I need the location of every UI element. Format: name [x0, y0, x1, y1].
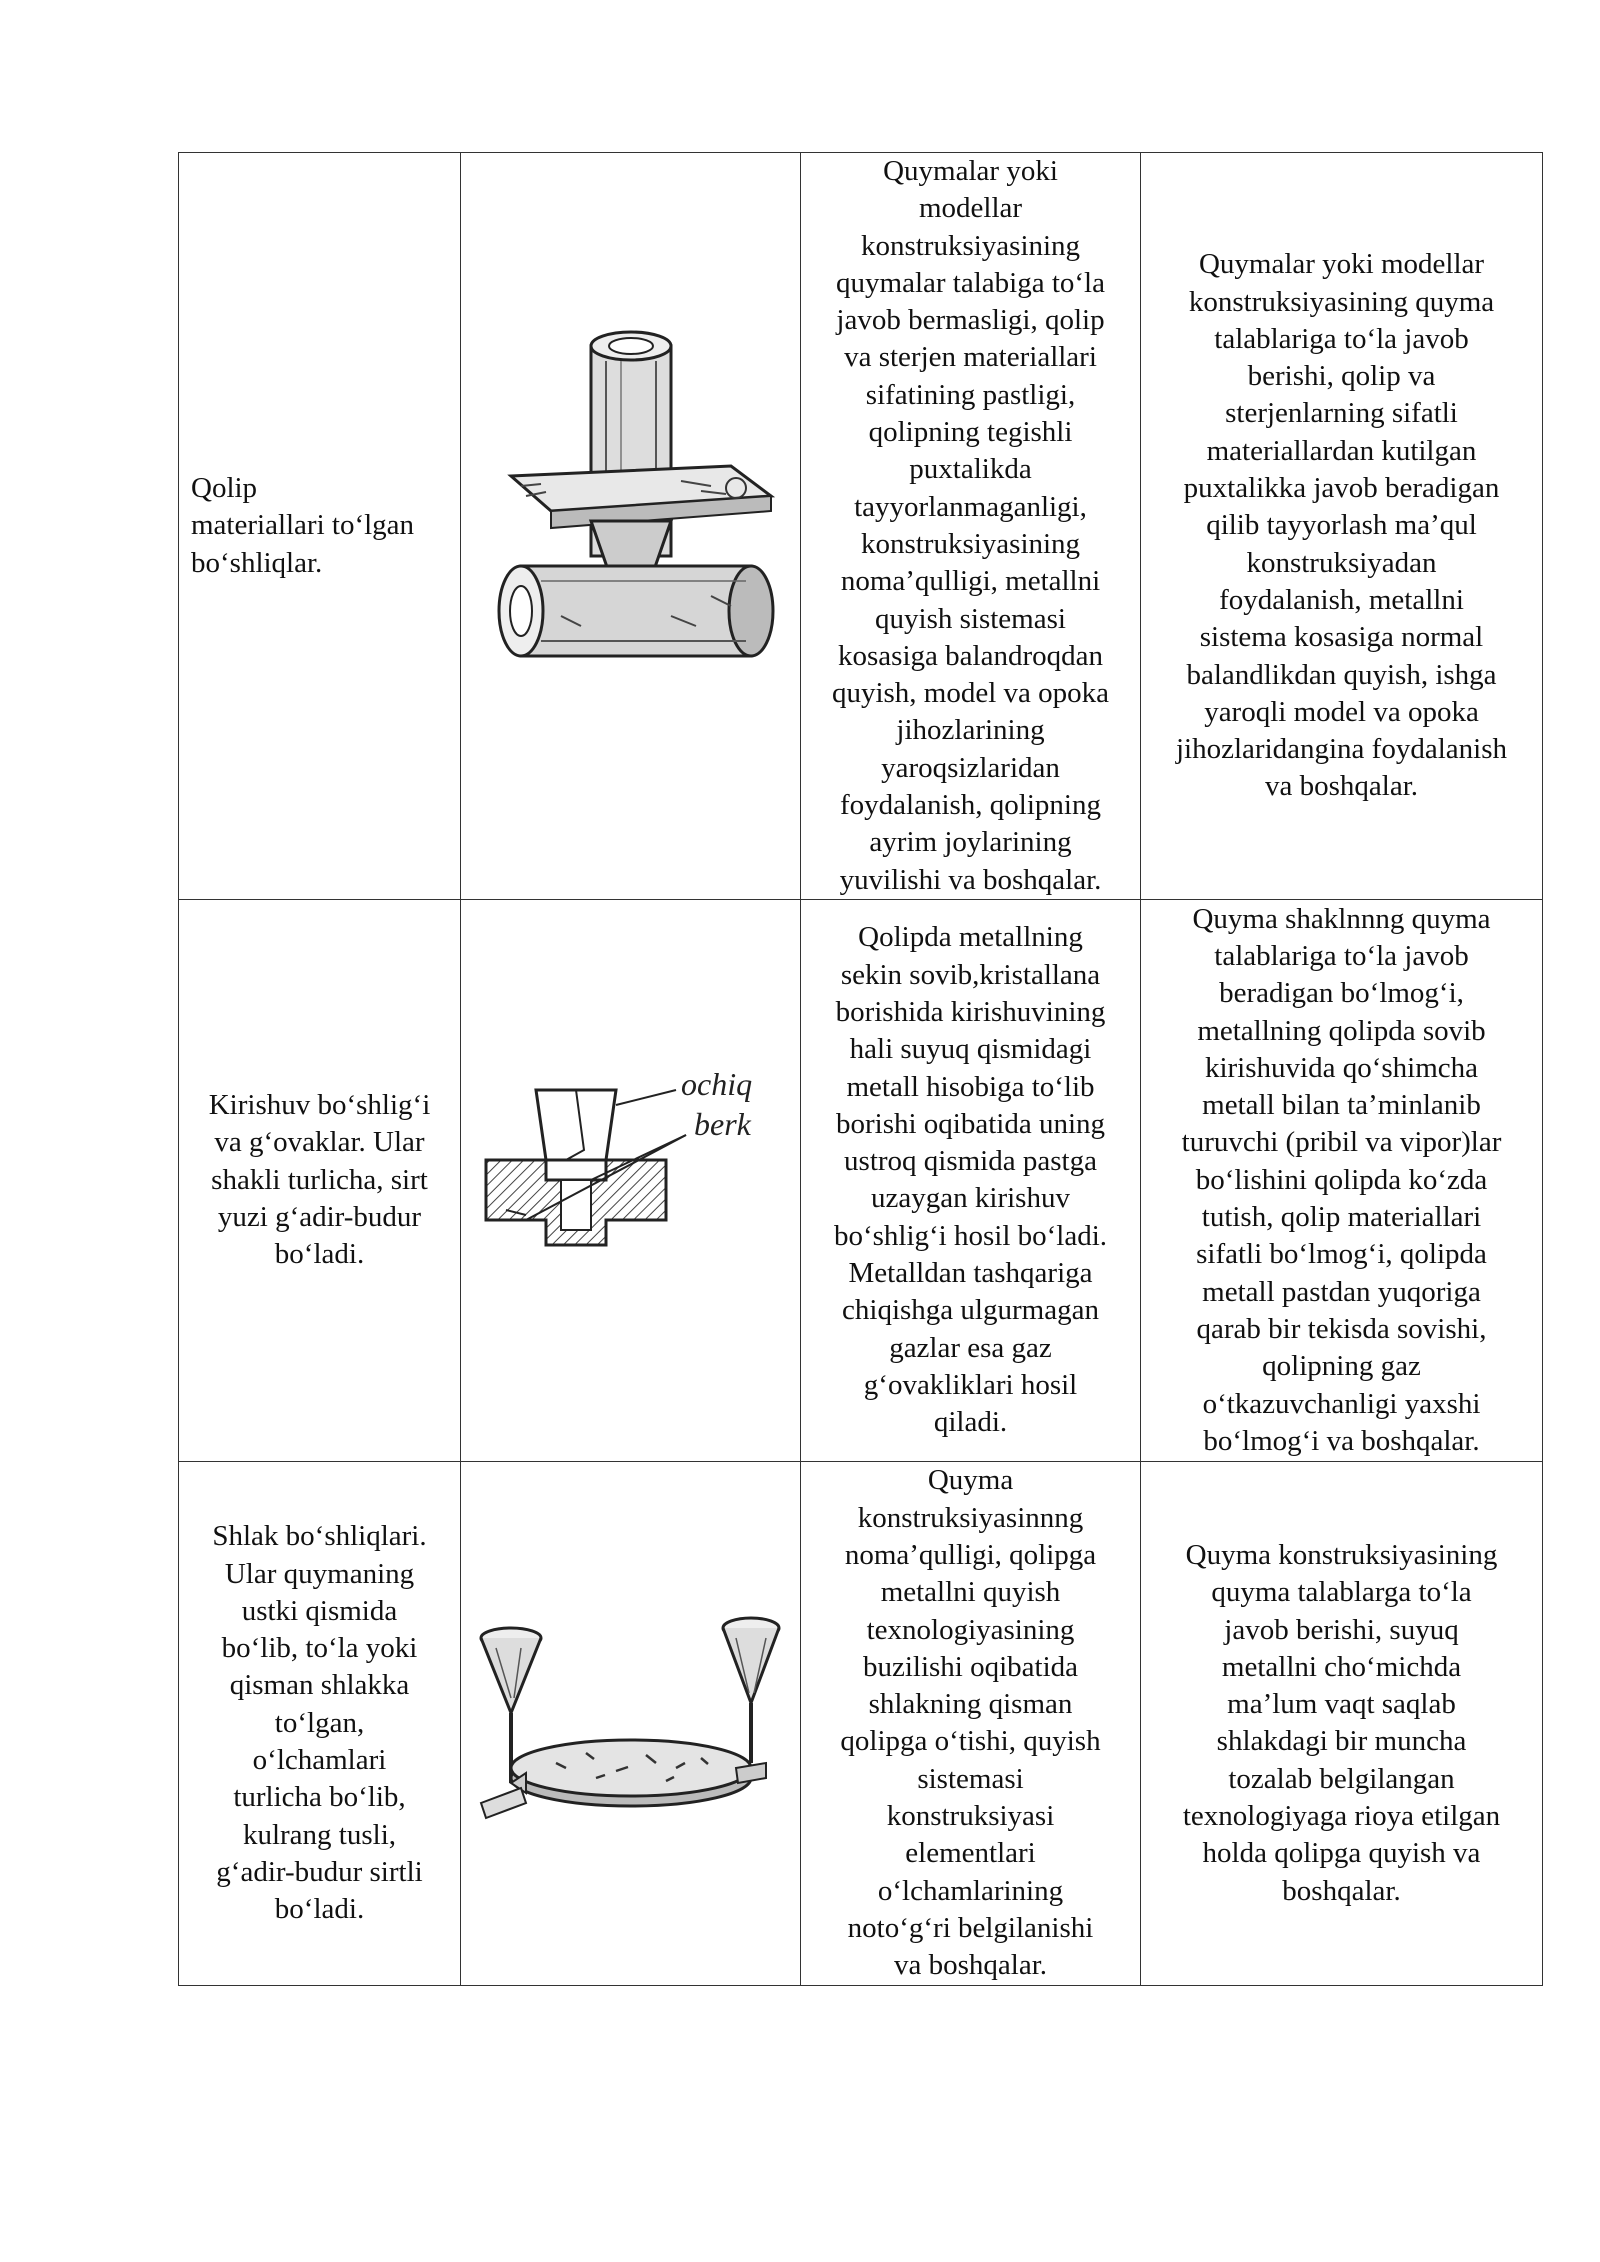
casting-defects-table	[178, 152, 1543, 1986]
defect-remedy-cell: Quyma konstruksiyasining quyma talablarga to‘la javob berishi, suyuq metallni cho‘michda ma’lum vaqt saqlab shlakdagi bir muncha tozalab belgilangan texnologiyaga rioya etilgan holda qolipga quyish va boshqalar.	[1141, 1461, 1543, 1985]
defect-remedy-cell: Quyma shaklnnng quyma talablariga to‘la javob beradigan bo‘lmog‘i, metallning qolipda sovib kirishuvida qo‘shimcha metall bilan ta’minlanib turuvchi (pribil va vipor)lar bo‘lishini qolipda ko‘zda tutish, qolip materiallari sifatli bo‘lmog‘i, qolipda metall pastdan yuqoriga qarab bir tekisda sovishi, qolipning gaz o‘tkazuvchanligi yaxshi bo‘lmog‘i va boshqalar.	[1141, 899, 1543, 1461]
figure-label-open: ochiq	[680, 1070, 752, 1103]
defect-image-cell	[461, 899, 801, 1461]
defect-cause-cell: Qolipda metallning sekin sovib,kristallana borishida kirishuvining hali suyuq qismidagi metall hisobiga to‘lib borishi oqibatida uning ustroq qismida pastga uzaygan kirishuv bo‘shlig‘i hosil bo‘ladi. Metalldan tashqariga chiqishga ulgurmagan gazlar esa gaz g‘ovakliklari hosil qiladi.	[801, 899, 1141, 1461]
defect-cause-cell: Quyma konstruksiyasinnng noma’qulligi, qolipga metallni quyish texnologiyasining buzilishi oqibatida shlakning qisman qolipga o‘tishi, quyish sistemasi konstruksiyasi elementlari o‘lchamlarining noto‘g‘ri belgilanishi va boshqalar.	[801, 1461, 1141, 1985]
slag-inclusion-casting-illustration	[466, 1603, 796, 1843]
defect-cause-cell: Quymalar yoki modellar konstruksiyasining quymalar talabiga to‘la javob bermasligi, qolip va sterjen materiallari sifatining pastligi, qolipning tegishli puxtalikda tayyorlanmaganligi, konstruksiyasining noma’qulligi, metallni quyish sistemasi kosasiga balandroqdan quyish, model va opoka jihozlarining yaroqsizlaridan foydalanish, qolipning ayrim joylarining yuvilishi va boshqalar.	[801, 153, 1141, 900]
table-row	[179, 153, 1543, 900]
defect-remedy-cell: Quymalar yoki modellar konstruksiyasining quyma talablariga to‘la javob berishi, qolip va sterjenlarning sifatli materiallardan kutilgan puxtalikka javob beradigan qilib tayyorlash ma’qul konstruksiyadan foydalanish, metallni sistema kosasiga normal balandlikdan quyish, ishga yaroqli model va opoka jihozlaridangina foydalanish va boshqalar.	[1141, 153, 1543, 900]
defect-name-cell: Kirishuv bo‘shlig‘i va g‘ovaklar. Ular shakli turlicha, sirt yuzi g‘adir-budur bo‘ladi.	[179, 899, 461, 1461]
casting-with-filled-cavities-illustration	[481, 316, 781, 736]
table-row	[179, 1461, 1543, 1985]
table-row	[179, 899, 1543, 1461]
shrinkage-cavity-section-illustration	[466, 1070, 796, 1290]
defect-name-cell: Shlak bo‘shliqlari. Ular quymaning ustki qismida bo‘lib, to‘la yoki qisman shlakka to‘lgan, o‘lchamlari turlicha bo‘lib, kulrang tusli, g‘adir-budur sirtli bo‘ladi.	[179, 1461, 461, 1985]
defect-image-cell	[461, 153, 801, 900]
defect-image-cell	[461, 1461, 801, 1985]
defect-name-cell: Qolip materiallari to‘lgan bo‘shliqlar.	[179, 153, 461, 900]
figure-label-closed: berk	[693, 1106, 751, 1143]
